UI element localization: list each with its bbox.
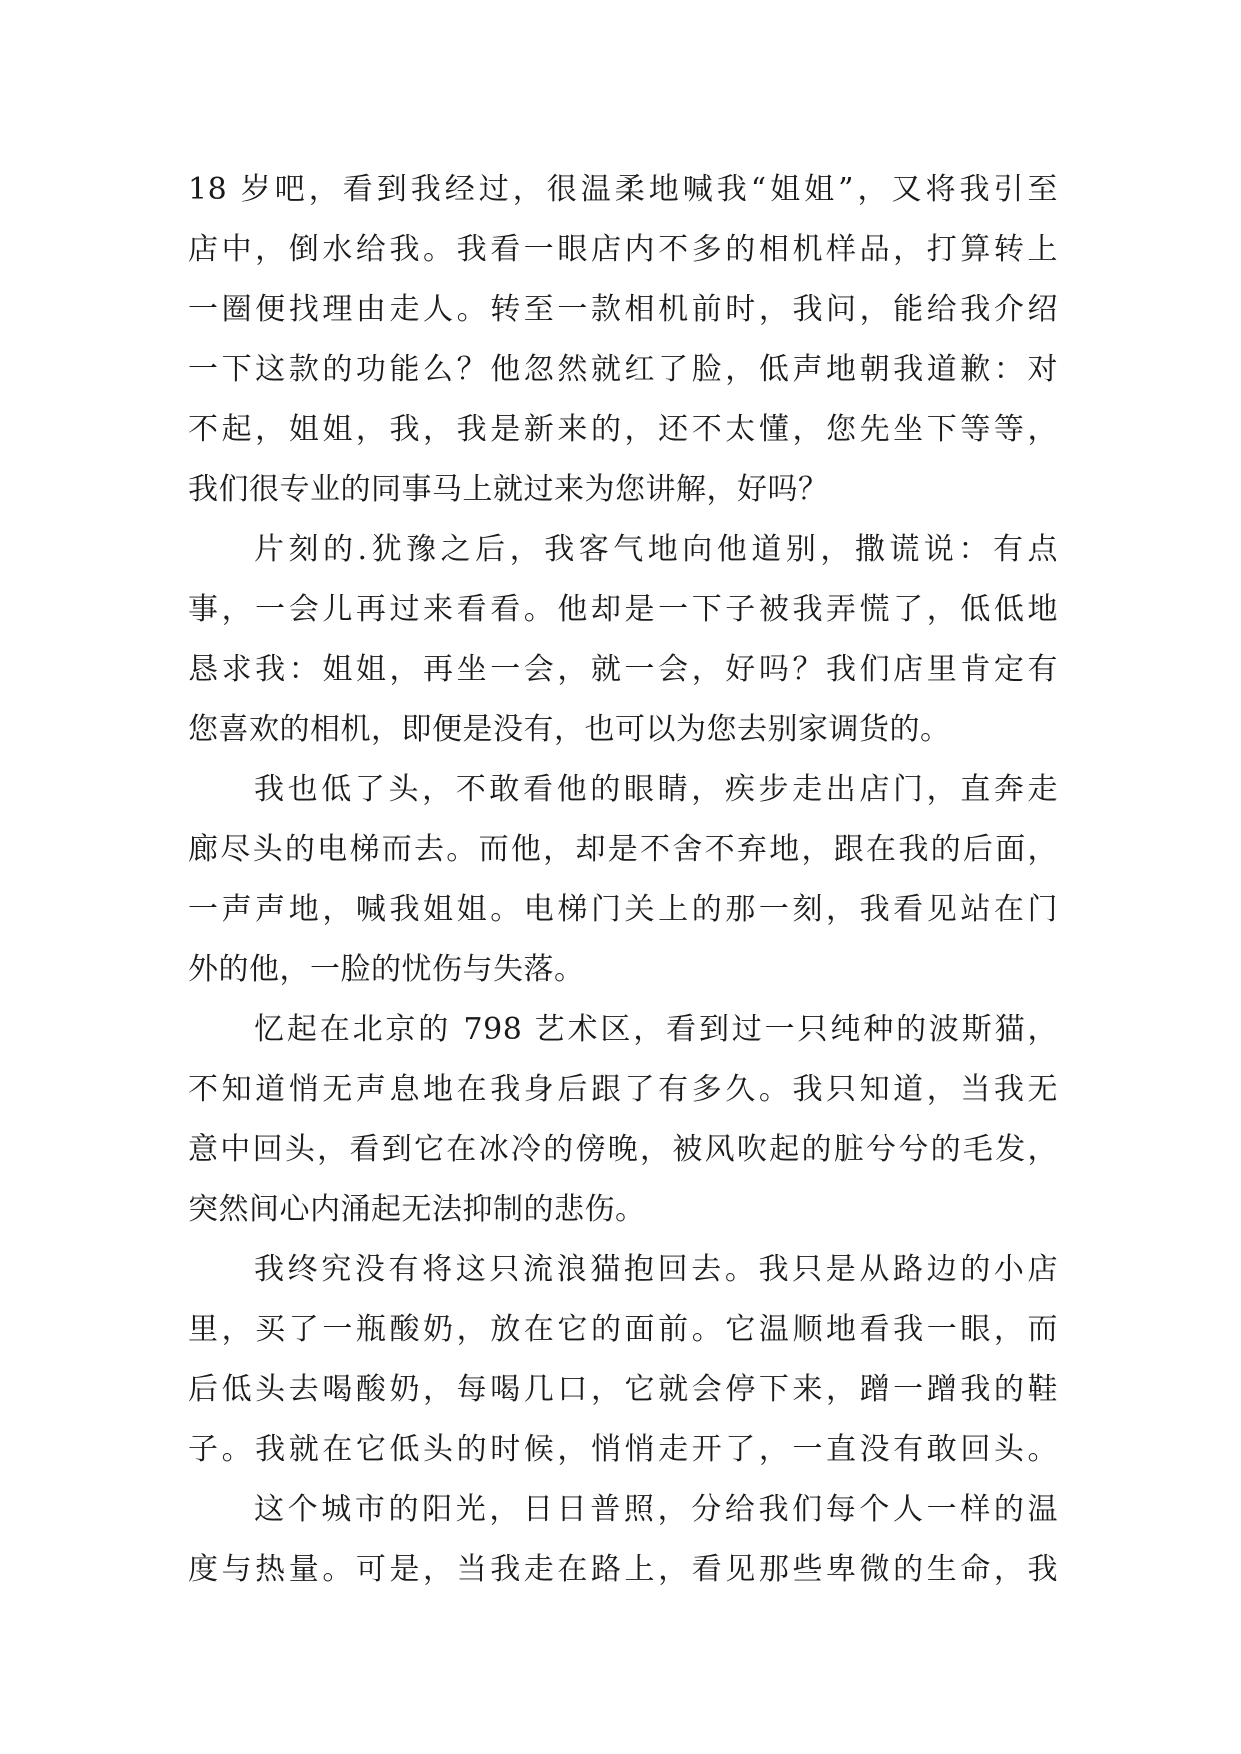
text-line: 度与热量。可是，当我走在路上，看见那些卑微的生命，我	[188, 1552, 1058, 1587]
text-line: 恳求我：姐姐，再坐一会，就一会，好吗？我们店里肯定有	[188, 652, 1058, 687]
text-line: 廊尽头的电梯而去。而他，却是不舍不弃地，跟在我的后面，	[188, 832, 1058, 867]
paragraph-first-line: 忆起在北京的 798 艺术区，看到过一只纯种的波斯猫，	[254, 1012, 1058, 1047]
text-line: 我们很专业的同事马上就过来为您讲解，好吗？	[188, 472, 829, 507]
text-line: 外的他，一脸的忧伤与失落。	[188, 952, 585, 987]
paragraph-first-line: 我终究没有将这只流浪猫抱回去。我只是从路边的小店	[254, 1252, 1058, 1287]
text-line: 事，一会儿再过来看看。他却是一下子被我弄慌了，低低地	[188, 592, 1058, 627]
text-line: 子。我就在它低头的时候，悄悄走开了，一直没有敢回头。	[188, 1432, 1058, 1467]
document-body	[188, 160, 1058, 1600]
text-line: 意中回头，看到它在冰冷的傍晚，被风吹起的脏兮兮的毛发，	[188, 1132, 1058, 1167]
text-line: 您喜欢的相机，即便是没有，也可以为您去别家调货的。	[188, 712, 951, 747]
paragraph-first-line: 这个城市的阳光，日日普照，分给我们每个人一样的温	[254, 1492, 1058, 1527]
text-line: 一下这款的功能么？他忽然就红了脸，低声地朝我道歉：对	[188, 352, 1058, 387]
text-line: 18 岁吧，看到我经过，很温柔地喊我“姐姐”，又将我引至	[188, 172, 1058, 207]
text-line: 一声声地，喊我姐姐。电梯门关上的那一刻，我看见站在门	[188, 892, 1058, 927]
paragraph-first-line: 我也低了头，不敢看他的眼睛，疾步走出店门，直奔走	[254, 772, 1058, 807]
text-line: 不知道悄无声息地在我身后跟了有多久。我只知道，当我无	[188, 1072, 1058, 1107]
paragraph-first-line: 片刻的.犹豫之后，我客气地向他道别，撒谎说：有点	[254, 532, 1058, 567]
text-line: 里，买了一瓶酸奶，放在它的面前。它温顺地看我一眼，而	[188, 1312, 1058, 1347]
text-line: 店中，倒水给我。我看一眼店内不多的相机样品，打算转上	[188, 232, 1058, 267]
text-line: 后低头去喝酸奶，每喝几口，它就会停下来，蹭一蹭我的鞋	[188, 1372, 1058, 1407]
text-line: 不起，姐姐，我，我是新来的，还不太懂，您先坐下等等，	[188, 412, 1058, 447]
text-line: 突然间心内涌起无法抑制的悲伤。	[188, 1192, 646, 1227]
text-line: 一圈便找理由走人。转至一款相机前时，我问，能给我介绍	[188, 292, 1058, 327]
